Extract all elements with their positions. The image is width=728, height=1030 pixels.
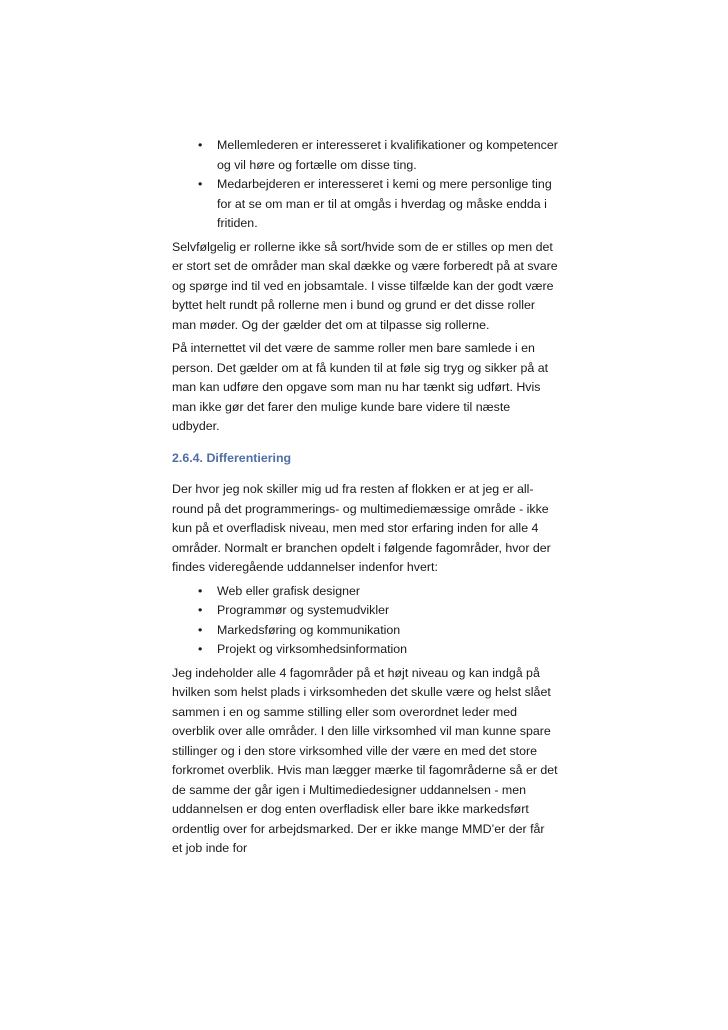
bullet-icon: • [198,177,203,191]
list-item: • Markedsføring og kommunikation [172,621,558,641]
paragraph: Jeg indeholder alle 4 fagområder på et højt niveau og kan indgå på hvilken som helst plads i virksomheden det skulle være og helst slået sammen i en og samme stilling eller som overordnet leder med overblik over alle områder. I den lille virksomhed vil man kunne spare stillinger og i den store virksomhed ville der være en med det store forkromet overblik. Hvis man lægger mærke til fagområderne så er det de samme der går igen i Multimediedesigner uddannelsen - men uddannelsen er dog enten overfladisk eller bare ikke markedsført ordentlig over for arbejdsmarked. Der er ikke mange MMD’er der får et job inde for [172,665,558,855]
roles-list [172,136,558,234]
bullet-icon: • [198,583,203,598]
fields-list [172,582,558,660]
bullet-icon: • [198,622,203,637]
bullet-icon: • [198,603,203,617]
paragraph: Selvfølgelig er rollerne ikke så sort/hvide som de er stilles op men det er stort set de områder man skal dække og være forberedt på at svare og spørge ind til ved en jobsamtale. I visse tilfælde kan der godt være byttet helt rundt på rollerne men i bund og grund er det disse roller man møder. Og der gælder det om at tilpasse sig rollerne. [172,239,558,332]
paragraph: På internettet vil det være de samme roller men bare samlede i en person. Det gælder om at få kunden til at føle sig tryg og sikker på at man kan udføre den opgave som man nu har tænkt sig udført. Hvis man ikke gør det farer den mulige kunde bare videre til næste udbyder. [172,341,549,433]
section-heading: 2.6.4. Differentiering [172,450,292,465]
document-body [172,136,558,859]
bullet-icon: • [198,642,203,656]
list-item: • Projekt og virksomhedsinformation [172,640,558,660]
list-item: • Mellemlederen er interesseret i kvalifikationer og kompetencer og vil høre og fortælle om disse ting. [198,138,558,172]
list-item: • Programmør og systemudvikler [172,601,558,621]
list-item: • Web eller grafisk designer [172,582,558,602]
bullet-icon: • [198,138,203,152]
list-item: • Medarbejderen er interesseret i kemi og mere personlige ting for at se om man er til at omgås i hverdag og måske endda i fritiden. [198,177,552,230]
paragraph: Der hvor jeg nok skiller mig ud fra resten af flokken er at jeg er all-round på det programmerings- og multimediemæssige område - ikke kun på et overfladisk niveau, men med stor erfaring inden for alle 4 områder. Normalt er branchen opdelt i følgende fagområder, hvor der findes videregående uddannelser indenfor hvert: [172,482,551,574]
